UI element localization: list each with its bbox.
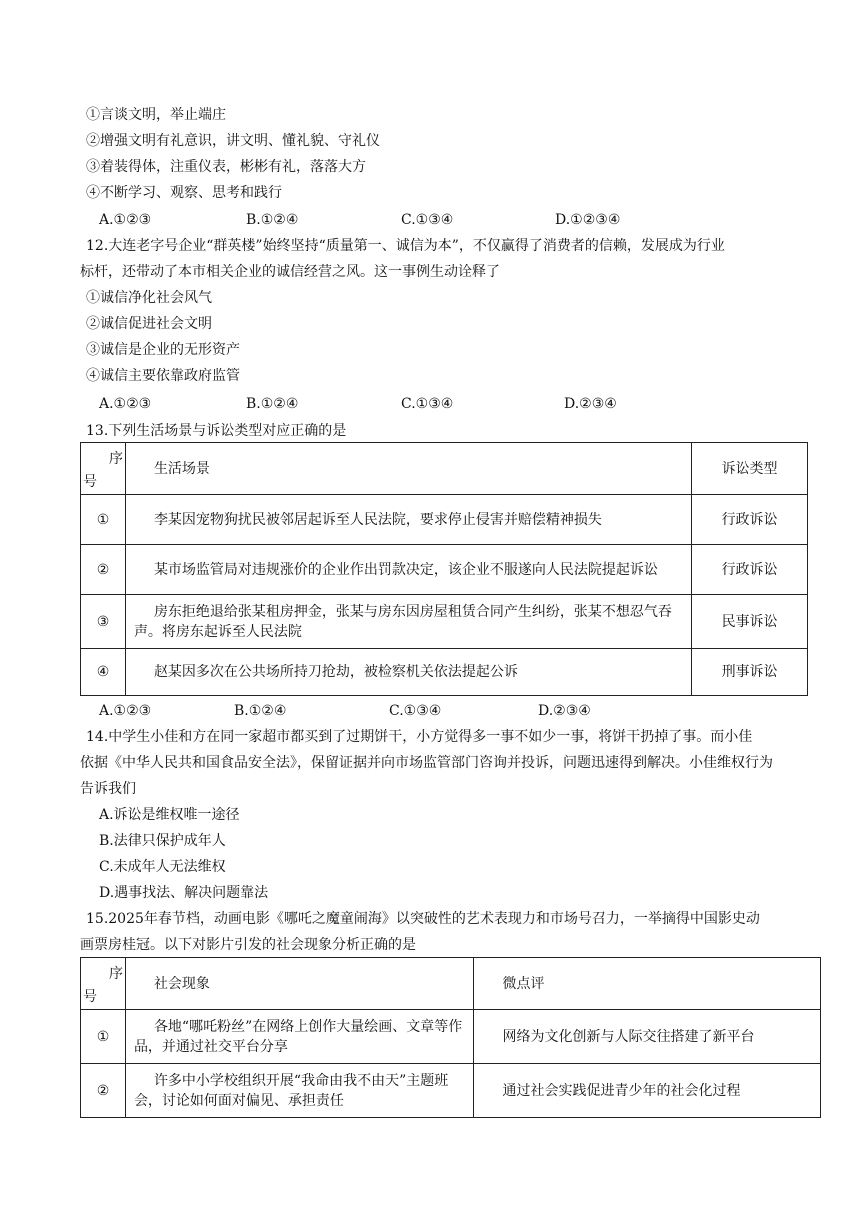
q12-item-4: ④诚信主要依靠政府监管 — [86, 368, 240, 384]
q11-item-3: ③着装得体，注重仪表，彬彬有礼，落落大方 — [86, 159, 366, 175]
q11-item-4: ④不断学习、观察、思考和践行 — [86, 185, 282, 201]
row-scene: 房东拒绝退给张某租房押金，张某与房东因房屋租赁合同产生纠纷，张某不想忍气吞声。将房东起诉至人民法院 — [125, 595, 691, 649]
q15-table-header — [81, 958, 821, 1010]
q14-option-d[interactable]: D.遇事找法、解决问题靠法 — [99, 885, 269, 901]
q11-option-b[interactable]: B.①②④ — [246, 212, 299, 228]
q13-option-b[interactable]: B.①②④ — [234, 703, 287, 719]
q14-stem-line1: 14.中学生小佳和方在同一家超市都买到了过期饼干，小方觉得多一事不如少一事，将饼干扔掉了事。而小佳 — [86, 729, 753, 745]
q13-header-num: 序 号 — [81, 443, 126, 495]
q11-option-c[interactable]: C.①③④ — [401, 212, 454, 228]
row-number: ② — [81, 545, 126, 595]
q14-stem-line2: 依据《中华人民共和国食品安全法》，保留证据并向市场监管部门咨询并投诉，问题迅速得到解决。小佳维权行为 — [80, 755, 773, 771]
q14-option-b[interactable]: B.法律只保护成年人 — [99, 833, 226, 849]
row-phenomenon: 各地“哪吒粉丝”在网络上创作大量绘画、文章等作品，并通过社交平台分享 — [125, 1010, 474, 1064]
row-number: ④ — [81, 649, 126, 696]
row-scene: 李某因宠物狗扰民被邻居起诉至人民法院，要求停止侵害并赔偿精神损失 — [125, 495, 691, 545]
table-row — [81, 1064, 821, 1118]
row-number: ① — [81, 1010, 126, 1064]
q12-options — [0, 394, 867, 414]
q15-table — [80, 957, 821, 1118]
table-row — [81, 649, 808, 696]
row-type: 民事诉讼 — [692, 595, 808, 649]
q15-header-comment: 微点评 — [474, 958, 821, 1010]
q14-option-c[interactable]: C.未成年人无法维权 — [99, 859, 226, 875]
row-comment: 网络为文化创新与人际交往搭建了新平台 — [474, 1010, 821, 1064]
q13-table-header — [81, 443, 808, 495]
q13-option-d[interactable]: D.②③④ — [538, 703, 591, 719]
q12-item-3: ③诚信是企业的无形资产 — [86, 342, 240, 358]
q15-header-num: 序 号 — [81, 958, 126, 1010]
q12-stem-line2: 标杆，还带动了本市相关企业的诚信经营之风。这一事例生动诠释了 — [80, 264, 500, 280]
table-row — [81, 545, 808, 595]
row-type: 行政诉讼 — [692, 545, 808, 595]
q12-item-2: ②诚信促进社会文明 — [86, 316, 212, 332]
row-comment: 通过社会实践促进青少年的社会化过程 — [474, 1064, 821, 1118]
q13-header-type: 诉讼类型 — [692, 443, 808, 495]
row-type: 刑事诉讼 — [692, 649, 808, 696]
q15-stem-line2: 画票房桂冠。以下对影片引发的社会现象分析正确的是 — [80, 937, 416, 953]
q15-stem-line1: 15.2025年春节档，动画电影《哪吒之魔童闹海》以突破性的艺术表现力和市场号召力，一举摘得中国影史动 — [86, 911, 760, 927]
q13-option-c[interactable]: C.①③④ — [389, 703, 442, 719]
q13-table — [80, 442, 808, 696]
q12-option-b[interactable]: B.①②④ — [246, 396, 299, 412]
q13-header-scene: 生活场景 — [125, 443, 691, 495]
row-scene: 某市场监管局对违规涨价的企业作出罚款决定，该企业不服遂向人民法院提起诉讼 — [125, 545, 691, 595]
row-number: ③ — [81, 595, 126, 649]
q11-item-1: ①言谈文明，举止端庄 — [86, 107, 226, 123]
table-row — [81, 495, 808, 545]
q12-option-c[interactable]: C.①③④ — [401, 396, 454, 412]
row-number: ① — [81, 495, 126, 545]
table-row — [81, 1010, 821, 1064]
q13-stem: 13.下列生活场景与诉讼类型对应正确的是 — [86, 423, 347, 439]
q12-stem-line1: 12.大连老字号企业“群英楼”始终坚持“质量第一、诚信为本”，不仅赢得了消费者的信赖，发展成为行业 — [86, 238, 725, 254]
q11-option-d[interactable]: D.①②③④ — [555, 212, 621, 228]
q12-item-1: ①诚信净化社会风气 — [86, 290, 212, 306]
row-number: ② — [81, 1064, 126, 1118]
q13-options — [0, 701, 867, 721]
q12-option-d[interactable]: D.②③④ — [564, 396, 617, 412]
row-type: 行政诉讼 — [692, 495, 808, 545]
q15-header-phenomenon: 社会现象 — [125, 958, 474, 1010]
table-row — [81, 595, 808, 649]
row-phenomenon: 许多中小学校组织开展“我命由我不由天”主题班会，讨论如何面对偏见、承担责任 — [125, 1064, 474, 1118]
q11-item-2: ②增强文明有礼意识，讲文明、懂礼貌、守礼仪 — [86, 133, 380, 149]
q14-stem-line3: 告诉我们 — [80, 781, 136, 797]
q11-options — [0, 210, 867, 230]
q14-option-a[interactable]: A.诉讼是维权唯一途径 — [99, 807, 240, 823]
row-scene: 赵某因多次在公共场所持刀抢劫，被检察机关依法提起公诉 — [125, 649, 691, 696]
q13-option-a[interactable]: A.①②③ — [99, 703, 152, 719]
q11-option-a[interactable]: A.①②③ — [99, 212, 152, 228]
q12-option-a[interactable]: A.①②③ — [99, 396, 152, 412]
